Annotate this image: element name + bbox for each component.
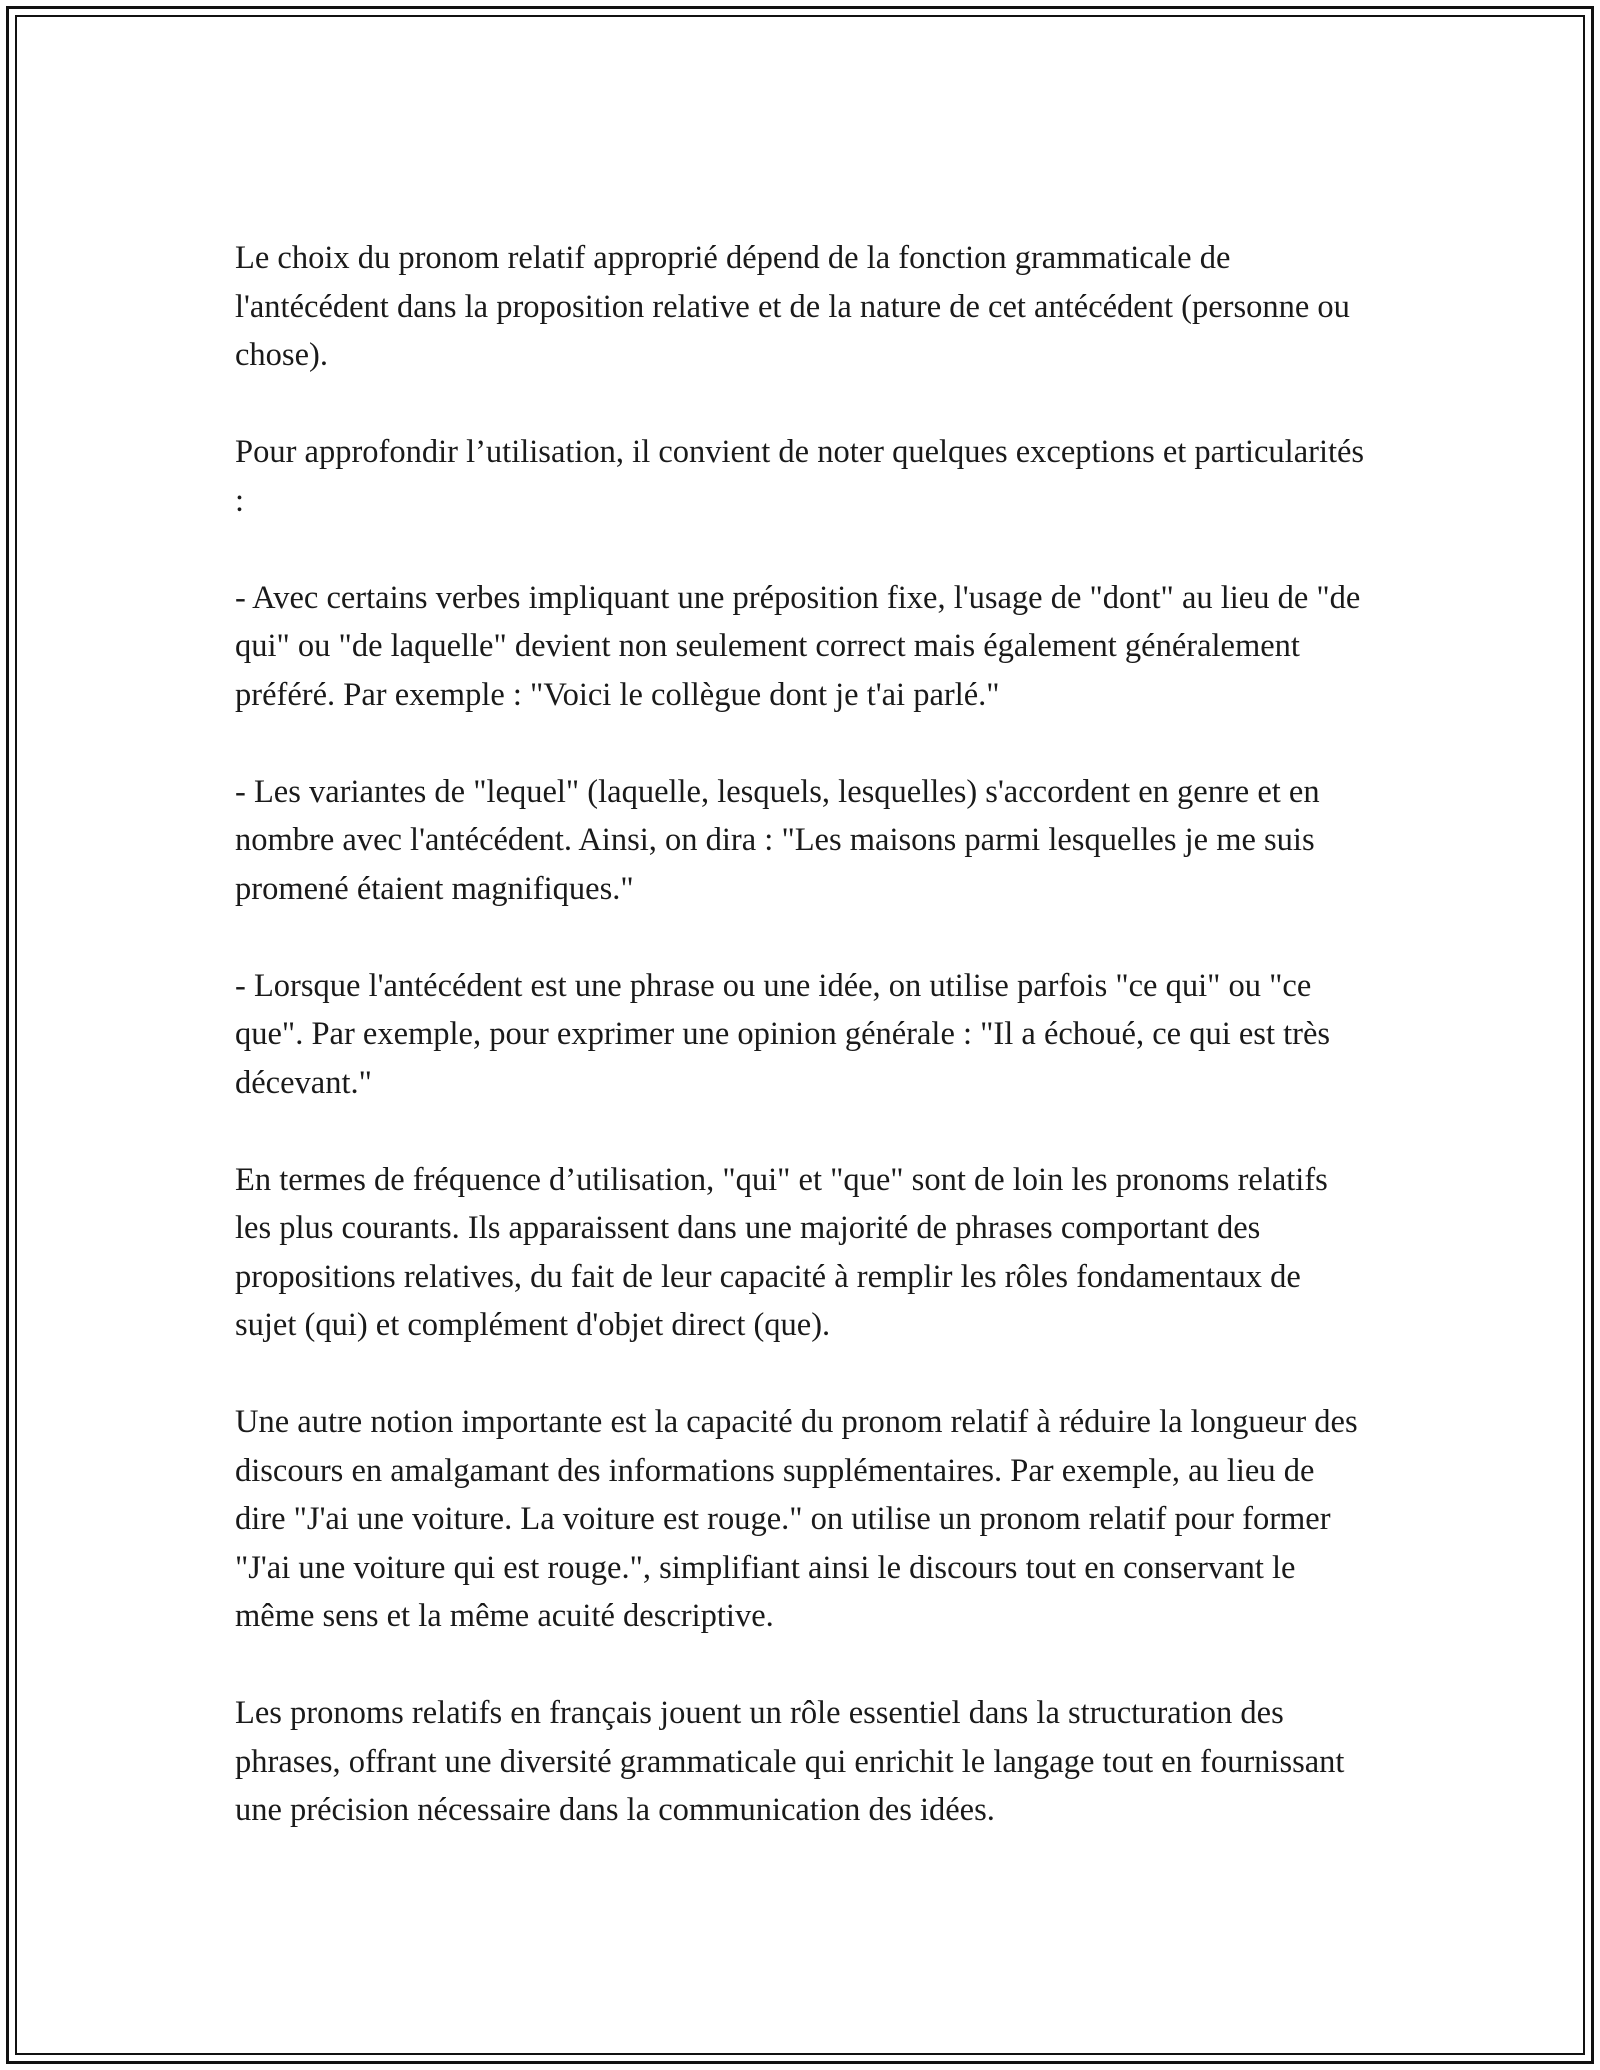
paragraph-exceptions-intro: Pour approfondir l’utilisation, il convient de noter quelques exceptions et particularités : [235,434,1365,519]
paragraph-discourse-length: Une autre notion importante est la capacité du pronom relatif à réduire la longueur des discours en amalgamant des informations supplémentaires. Par exemple, au lieu de dire "J'ai une voiture. La voiture est rouge." on utilise un pronom relatif pour former "J'ai une voiture qui est rouge.", simplifiant ainsi le discours tout en conservant le même sens et la même acuité descriptive. [235,1404,1358,1634]
paragraph-ce-qui-ce-que: - Lorsque l'antécédent est une phrase ou une idée, on utilise parfois "ce qui" ou "ce que". Par exemple, pour exprimer une opinion générale : "Il a échoué, ce qui est très décevant." [235,967,1331,1101]
paragraph-conclusion: Les pronoms relatifs en français jouent un rôle essentiel dans la structuration des phrases, offrant une diversité grammaticale qui enrichit le langage tout en fournissant une précision nécessaire dans la communication des idées. [235,1695,1345,1828]
paragraph-dont-usage: - Avec certains verbes impliquant une préposition fixe, l'usage de "dont" au lieu de "de qui" ou "de laquelle" devient non seulement correct mais également généralement préféré. Par exemple : "Voici le collègue dont je t'ai parlé." [235,579,1361,713]
paragraph-frequency: En termes de fréquence d’utilisation, "qui" et "que" sont de loin les pronoms relatifs les plus courants. Ils apparaissent dans une majorité de phrases comportant des propositions relatives, du fait de leur capacité à remplir les rôles fondamentaux de sujet (qui) et complément d'objet direct (que). [235,1161,1328,1343]
document-body [235,234,1365,1883]
paragraph-relative-pronoun-choice: Le choix du pronom relatif approprié dépend de la fonction grammaticale de l'antécédent dans la proposition relative et de la nature de cet antécédent (personne ou chose). [235,240,1350,373]
paragraph-lequel-variants: - Les variantes de "lequel" (laquelle, lesquels, lesquelles) s'accordent en genre et en nombre avec l'antécédent. Ainsi, on dira : "Les maisons parmi lesquelles je me suis promené étaient magnifiques." [235,773,1320,907]
